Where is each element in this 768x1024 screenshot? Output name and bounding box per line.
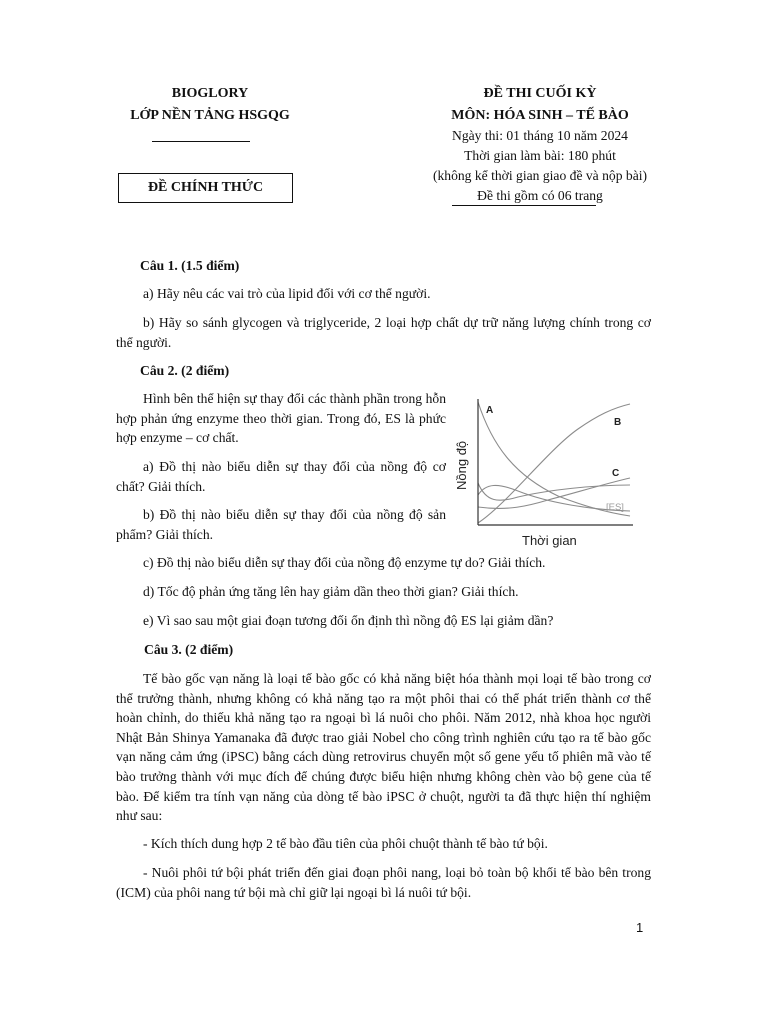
header-left-rule — [152, 141, 250, 142]
q2-part-d: d) Tốc độ phản ứng tăng lên hay giảm dần theo thời gian? Giải thích. — [143, 584, 519, 599]
org-name: BIOGLORY — [171, 86, 249, 101]
exam-date: Ngày thi: 01 tháng 10 năm 2024 — [452, 128, 628, 143]
q3-bullet-2: - Nuôi phôi tứ bội phát triển đến giai đoạn phôi nang, loại bỏ toàn bộ khối tế bào bên trong (ICM) của phôi nang tứ bội mà chỉ giữ lại ngoại bì lá nuôi tứ bội. — [116, 865, 651, 900]
enzyme-kinetics-figure — [448, 395, 648, 553]
header-right-rule — [452, 205, 596, 206]
q2-part-a: a) Đồ thị nào biểu diễn sự thay đổi của nồng độ cơ chất? Giải thích. — [116, 459, 446, 494]
page-number: 1 — [636, 920, 644, 935]
q2-title: Câu 2. (2 điểm) — [140, 363, 230, 378]
q2-part-e: e) Vì sao sau một giai đoạn tương đối ổn định thì nồng độ ES lại giảm dần? — [143, 613, 554, 628]
official-label: ĐỀ CHÍNH THỨC — [147, 180, 264, 195]
class-name: LỚP NỀN TẢNG HSGQG — [130, 108, 290, 123]
official-exam-box — [118, 173, 293, 203]
subject: MÔN: HÓA SINH – TẾ BÀO — [451, 108, 629, 123]
exam-title: ĐỀ THI CUỐI KỲ — [483, 86, 597, 101]
exam-duration: Thời gian làm bài: 180 phút — [464, 148, 616, 163]
label-es: [ES] — [606, 502, 624, 513]
q2-intro: Hình bên thể hiện sự thay đổi các thành phần trong hỗn hợp phản ứng enzyme theo thời gian. Trong đó, ES là phức hợp enzyme – cơ chất. — [116, 391, 446, 446]
page-count: Đề thi gồm có 06 trang — [477, 188, 603, 203]
q2-part-b: b) Đồ thị nào biểu diễn sự thay đổi của nồng độ sản phẩm? Giải thích. — [116, 507, 446, 542]
q1-a-text: a) Hãy nêu các vai trò của lipid đối với cơ thể người. — [143, 286, 431, 301]
q1-part-b: b) Hãy so sánh glycogen và triglyceride, 2 loại hợp chất dự trữ năng lượng chính trong cơ thể người. — [116, 315, 651, 350]
duration-note: (không kể thời gian giao đề và nộp bài) — [432, 168, 648, 183]
q3-bullet-1: - Kích thích dung hợp 2 tế bào đầu tiên của phôi chuột thành tế bào tứ bội. — [143, 836, 548, 851]
label-a: A — [486, 405, 494, 416]
q1-title: Câu 1. (1.5 điểm) — [140, 258, 240, 273]
label-b: B — [614, 417, 622, 428]
chart-ylabel: Nồng độ — [454, 440, 469, 490]
q2-part-c: c) Đồ thị nào biểu diễn sự thay đổi của nồng độ enzyme tự do? Giải thích. — [143, 555, 546, 570]
label-c: C — [612, 468, 620, 479]
q1-part-a — [116, 284, 651, 304]
q3-paragraph: Tế bào gốc vạn năng là loại tế bào gốc có khả năng biệt hóa thành mọi loại tế bào trong cơ thể trưởng thành, nhưng không có khả năng tạo ra một phôi thai có thể phát triển thành cơ thể hoàn chỉnh, do thiếu khả năng tạo ra ngoại bì lá nuôi cho phôi. Năm 2012, nhà khoa học người Nhật Bản Shinya Yamanaka đã được trao giải Nobel cho công trình nghiên cứu tạo ra tế bào gốc vạn năng cảm ứng (iPSC) bằng cách dùng retrovirus chuyển một số gene yếu tố phiên mã vào tế bào trưởng thành với mục đích để chúng được biểu hiện nhưng không chèn vào bộ gene của tế bào. Để kiểm tra tính vạn năng của dòng tế bào iPSC ở chuột, người ta đã thực hiện thí nghiệm như sau: — [116, 671, 651, 824]
q3-title: Câu 3. (2 điểm) — [144, 642, 234, 657]
chart-xlabel: Thời gian — [522, 533, 577, 548]
